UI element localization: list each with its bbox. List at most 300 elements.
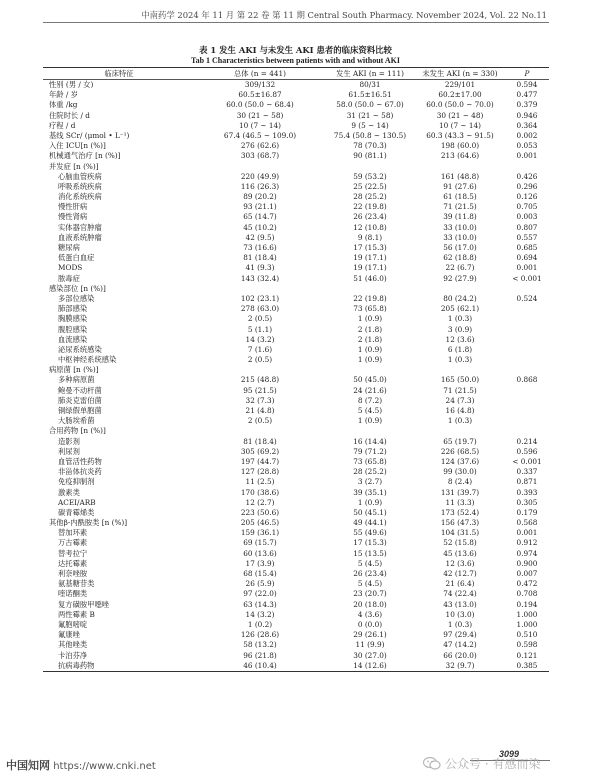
table-row (43, 457, 549, 467)
cell-p: 0.379 (516, 100, 538, 110)
cell-total: 89 (20.2) (243, 192, 277, 202)
cell-feature: 心脑血管疾病 (58, 171, 102, 181)
cell-aki: 14 (12.6) (353, 660, 387, 670)
cell-p (505, 416, 549, 426)
cell-total: 73 (16.6) (243, 243, 277, 252)
cell-total: 21 (4.8) (245, 406, 275, 415)
table-row (43, 569, 549, 579)
table-row (43, 477, 549, 487)
cell-aki: 80/31 (359, 80, 381, 89)
table-row (43, 651, 549, 661)
cell-non-aki: 229/101 (444, 80, 476, 89)
cell-p: 0.594 (516, 80, 538, 89)
cell-feature: 抗病毒药物 (58, 660, 95, 670)
cell-non-aki: 43 (13.0) (443, 599, 477, 609)
cell-aki (325, 284, 415, 294)
cell-total: 58 (13.2) (243, 640, 277, 650)
cell-aki: 3 (2.7) (357, 477, 383, 487)
cell-non-aki: 165 (50.0) (440, 375, 480, 385)
cell-p (505, 335, 549, 345)
cell-total: 2 (0.5) (247, 314, 273, 324)
table-row (43, 223, 549, 233)
cell-non-aki: 173 (52.4) (440, 507, 480, 517)
column-header-aki: 发生 AKI (n = 111) (336, 69, 404, 78)
cell-feature: 基线 SCr/ (μmol • L⁻¹) (49, 130, 130, 140)
cell-non-aki: 156 (47.3) (440, 518, 480, 528)
cell-p: 0.974 (516, 548, 538, 558)
cell-total: 14 (3.2) (245, 334, 275, 344)
cell-non-aki: 97 (29.4) (443, 630, 477, 640)
table-row (43, 121, 549, 131)
table-row (43, 589, 549, 599)
cell-non-aki: 39 (11.8) (443, 212, 477, 222)
cell-feature: 合用药物 [n (%)] (49, 426, 106, 436)
cell-total: 17 (3.9) (245, 558, 275, 568)
cell-p: 0.296 (516, 181, 538, 191)
page-number: 3099 (499, 749, 520, 759)
cell-aki: 26 (23.4) (353, 569, 387, 578)
table-row (43, 447, 549, 457)
cell-p (505, 345, 549, 355)
cell-feature: 鲍曼不动杆菌 (58, 385, 102, 395)
cell-aki: 19 (17.1) (353, 263, 387, 273)
cell-aki: 1 (0.9) (357, 344, 383, 354)
cell-total: 215 (48.8) (240, 375, 280, 385)
table-row (43, 90, 549, 100)
cell-p: 0.868 (516, 375, 538, 385)
cell-total: 69 (15.7) (243, 538, 277, 548)
cell-feature: 肺部感染 (58, 304, 88, 314)
cell-feature: 腹腔感染 (58, 324, 88, 334)
cell-total: 127 (28.8) (240, 467, 280, 477)
cell-feature: 利尿剂 (58, 446, 80, 456)
cell-feature: 入住 ICU[n (%)] (49, 141, 106, 151)
cell-non-aki: 56 (17.0) (443, 243, 477, 252)
table-row (43, 100, 549, 110)
table-row (43, 416, 549, 426)
cell-feature: 大肠埃希菌 (58, 416, 95, 426)
cell-p (505, 325, 549, 335)
cell-aki: 4 (3.6) (357, 609, 383, 619)
cell-aki: 9 (8.1) (357, 232, 383, 242)
cell-feature: 脓毒症 (58, 273, 80, 283)
table-row (43, 263, 549, 273)
table-row (43, 630, 549, 640)
cell-feature: MODS (58, 263, 83, 273)
cell-non-aki (415, 365, 505, 375)
table-row (43, 304, 549, 314)
cell-feature: 替考拉宁 (58, 548, 88, 558)
cell-feature: 胸膜感染 (58, 314, 88, 324)
cell-non-aki: 24 (7.3) (445, 395, 475, 405)
cell-p: 0.001 (516, 528, 538, 538)
table-row (43, 600, 549, 610)
cell-total: 126 (28.6) (240, 630, 280, 640)
table-row (43, 355, 549, 365)
cell-feature: 氟康唑 (58, 630, 80, 640)
cell-feature: 血管活性药物 (58, 456, 102, 466)
cell-non-aki: 52 (15.8) (443, 538, 477, 548)
cell-total: 197 (44.7) (240, 456, 280, 466)
cell-p: 0.900 (516, 558, 538, 568)
cell-feature: 激素类 (58, 487, 80, 497)
cell-total: 2 (0.5) (247, 416, 273, 426)
cell-total: 81 (18.4) (243, 436, 277, 446)
cell-total: 42 (9.5) (245, 232, 275, 242)
wechat-account-text: 公众号 · 有感而染 (445, 757, 541, 771)
cell-feature: 并发症 [n (%)] (49, 161, 99, 171)
cell-total: 63 (14.3) (243, 599, 277, 609)
cell-p: 0.510 (516, 630, 538, 640)
cell-aki: 1 (0.9) (357, 416, 383, 426)
cell-total: 30 (21 ~ 58) (236, 110, 284, 120)
table-row (43, 365, 549, 375)
cell-aki: 0 (0.0) (357, 619, 383, 629)
cell-non-aki: 1 (0.3) (447, 619, 473, 629)
table-body (43, 80, 549, 671)
cell-aki: 79 (71.2) (353, 446, 387, 456)
cell-feature: 多种病原菌 (58, 375, 95, 385)
cell-feature: 利奈唑胺 (58, 569, 88, 578)
cell-feature: 氟胞嘧啶 (58, 619, 88, 629)
cell-total: 65 (14.7) (243, 212, 277, 222)
wechat-watermark (423, 755, 540, 772)
cnki-brand: 中国知网 (6, 759, 50, 772)
table-row (43, 640, 549, 650)
cell-non-aki: 6 (1.8) (447, 344, 473, 354)
table-row (43, 172, 549, 182)
cell-total: 81 (18.4) (243, 253, 277, 263)
table-row (43, 579, 549, 589)
cell-aki: 28 (25.2) (353, 192, 387, 202)
cell-p: < 0.001 (512, 456, 542, 466)
table-row (43, 131, 549, 141)
cell-non-aki: 65 (19.7) (443, 436, 477, 446)
cell-non-aki (415, 162, 505, 172)
table-row (43, 528, 549, 538)
cell-aki: 61.5±16.51 (348, 90, 392, 100)
cell-non-aki: 226 (68.5) (440, 446, 480, 456)
cell-aki: 75.4 (50.8 ~ 130.5) (333, 130, 407, 140)
cell-feature: 糖尿病 (58, 243, 80, 252)
cell-total: 2 (0.5) (247, 355, 273, 365)
cell-feature: 低蛋白血症 (58, 253, 95, 263)
cell-aki: 31 (21 ~ 58) (346, 110, 394, 120)
column-header-p: P (524, 69, 530, 78)
table-row (43, 294, 549, 304)
table-row (43, 202, 549, 212)
cell-p: 0.179 (516, 507, 538, 517)
cell-aki (325, 365, 415, 375)
table-row (43, 610, 549, 620)
cnki-watermark (6, 757, 156, 773)
cell-non-aki (415, 426, 505, 436)
cell-non-aki: 61 (18.5) (443, 192, 477, 202)
cell-feature: 血液系统肿瘤 (58, 232, 102, 242)
cell-p: 1.000 (516, 619, 538, 629)
cell-feature: 肺炎克雷伯菌 (58, 395, 102, 405)
cell-total: 67.4 (46.5 ~ 109.0) (223, 130, 297, 140)
table-caption-cn: 表 1 发生 AKI 与未发生 AKI 患者的临床资料比较 (199, 45, 392, 55)
cell-non-aki: 21 (6.4) (445, 579, 475, 589)
cell-aki: 78 (70.3) (353, 141, 387, 151)
cell-aki: 50 (45.0) (353, 375, 387, 385)
table-row (43, 661, 549, 671)
cell-total (195, 365, 325, 375)
cell-p: 0.053 (516, 141, 538, 151)
cell-aki: 1 (0.9) (357, 355, 383, 365)
cell-total: 93 (21.1) (243, 202, 277, 212)
cell-aki: 2 (1.8) (357, 334, 383, 344)
cell-p: 0.807 (516, 222, 538, 232)
cell-non-aki: 45 (13.6) (443, 548, 477, 558)
cell-aki: 2 (1.8) (357, 324, 383, 334)
cell-total: 5 (1.1) (247, 324, 273, 334)
cell-total: 12 (2.7) (245, 497, 275, 507)
column-header-total: 总体 (n = 441) (234, 69, 286, 78)
cell-total (195, 426, 325, 436)
table-caption-en: Tab 1 Characteristics between patients with and without AKI (190, 56, 401, 65)
cell-p: 0.705 (516, 202, 538, 212)
cell-total: 143 (32.4) (240, 273, 280, 283)
cell-feature: 疗程 / d (49, 120, 76, 130)
table-row (43, 498, 549, 508)
table-row (43, 192, 549, 202)
cell-total: 170 (38.6) (240, 487, 280, 497)
cell-non-aki: 66 (20.0) (443, 650, 477, 660)
cell-p (505, 314, 549, 324)
cell-feature: 感染部位 [n (%)] (49, 283, 106, 293)
cell-non-aki: 71 (21.5) (443, 202, 477, 212)
table-row (43, 274, 549, 284)
running-header: 中南药学 2024 年 11 月 第 22 卷 第 11 期 Central South Pharmacy. November 2024, Vol. 22 No.11 (141, 10, 547, 20)
cell-feature: 卡泊芬净 (58, 650, 88, 660)
cell-aki: 12 (10.8) (353, 222, 387, 232)
cell-aki: 22 (19.8) (353, 202, 387, 212)
table-row (43, 426, 549, 436)
cell-non-aki: 104 (31.5) (440, 528, 480, 538)
cell-total: 32 (7.3) (245, 395, 275, 405)
cell-non-aki: 32 (9.7) (445, 660, 475, 670)
cell-non-aki: 1 (0.3) (447, 416, 473, 426)
cell-p: 0.871 (516, 477, 538, 487)
cell-p: < 0.001 (512, 273, 542, 283)
table-row (43, 386, 549, 396)
cell-feature: 年龄 / 岁 (49, 90, 78, 100)
cell-feature: 非甾体抗炎药 (58, 467, 102, 477)
cell-p: 0.912 (516, 538, 538, 548)
cell-feature: 呼吸系统疾病 (58, 181, 102, 191)
cell-total: 159 (36.1) (240, 528, 280, 538)
table-row (43, 253, 549, 263)
cell-non-aki: 16 (4.8) (445, 406, 475, 415)
cell-total: 220 (49.9) (240, 171, 280, 181)
cell-p (505, 426, 549, 436)
cell-total: 305 (69.2) (240, 446, 280, 456)
cell-aki: 20 (18.0) (353, 599, 387, 609)
wechat-icon (423, 757, 441, 770)
cell-non-aki: 198 (60.0) (440, 141, 480, 151)
cell-total: 60 (13.6) (243, 548, 277, 558)
table-row (43, 467, 549, 477)
table-row (43, 559, 549, 569)
table-row (43, 243, 549, 253)
cell-p: 0.007 (516, 569, 538, 578)
cell-aki (325, 162, 415, 172)
cell-non-aki: 205 (62.1) (440, 304, 480, 314)
cell-non-aki: 1 (0.3) (447, 355, 473, 365)
cell-p: 0.472 (516, 579, 538, 589)
cell-non-aki: 10 (3.0) (445, 609, 475, 619)
cell-feature: 达托霉素 (58, 558, 88, 568)
table-row (43, 212, 549, 222)
cell-total: 102 (23.1) (240, 293, 280, 303)
cell-non-aki: 12 (3.6) (445, 558, 475, 568)
cell-p: 0.121 (516, 650, 538, 660)
cell-non-aki: 1 (0.3) (447, 314, 473, 324)
cell-feature: 氨基糖苷类 (58, 579, 95, 589)
cell-aki: 11 (9.9) (355, 640, 385, 650)
table-row (43, 345, 549, 355)
cell-p: 0.946 (516, 110, 538, 120)
cell-feature: 慢性肝病 (58, 202, 88, 212)
cell-feature: 复方磺胺甲噁唑 (58, 599, 110, 609)
cell-non-aki: 30 (21 ~ 48) (436, 110, 484, 120)
cell-feature: 免疫抑制剂 (58, 477, 95, 487)
cell-non-aki: 12 (3.6) (445, 334, 475, 344)
table-row (43, 111, 549, 121)
cell-aki: 30 (27.0) (353, 650, 387, 660)
cell-non-aki: 213 (64.6) (440, 151, 480, 161)
cell-p: 0.708 (516, 589, 538, 599)
cell-p: 0.001 (516, 263, 538, 273)
cell-total: 303 (68.7) (240, 151, 280, 161)
cell-aki: 19 (17.1) (353, 253, 387, 263)
cell-feature: 中枢神经系统感染 (58, 355, 117, 365)
cell-total: 60.5±16.87 (238, 90, 282, 100)
cell-total: 68 (15.4) (243, 569, 277, 578)
cell-non-aki: 33 (10.0) (443, 232, 477, 242)
cell-non-aki: 60.0 (50.0 ~ 70.0) (426, 100, 494, 110)
cell-non-aki: 11 (3.3) (445, 497, 475, 507)
table-row (43, 620, 549, 630)
cell-feature: 其他β-内酰胺类 [n (%)] (49, 518, 128, 528)
cell-feature: 喹诺酮类 (58, 589, 88, 599)
cell-total (195, 284, 325, 294)
cell-p: 0.557 (516, 232, 538, 242)
table-row (43, 437, 549, 447)
cell-non-aki: 8 (2.4) (447, 477, 473, 487)
cell-aki: 55 (49.6) (353, 528, 387, 538)
cell-non-aki: 91 (27.6) (443, 181, 477, 191)
cell-p: 0.364 (516, 120, 538, 130)
cell-feature: 血流感染 (58, 334, 88, 344)
cell-total: 278 (63.0) (240, 304, 280, 314)
cell-non-aki: 60.2±17.00 (438, 90, 482, 100)
cell-p: 0.694 (516, 253, 538, 263)
cell-total: 46 (10.4) (243, 660, 277, 670)
cell-aki: 49 (44.1) (353, 518, 387, 528)
cell-total: 14 (3.2) (245, 609, 275, 619)
cell-total: 45 (10.2) (243, 222, 277, 232)
cell-feature: 实体器官肿瘤 (58, 222, 102, 232)
table-row (43, 396, 549, 406)
cell-total: 1 (0.2) (247, 619, 273, 629)
cell-aki: 1 (0.9) (357, 497, 383, 507)
table-row (43, 488, 549, 498)
table-row (43, 549, 549, 559)
cell-total: 309/132 (244, 80, 276, 89)
cell-total: 11 (2.5) (245, 477, 275, 487)
table-row (43, 182, 549, 192)
cell-feature: 铜绿假单胞菌 (58, 406, 102, 415)
cell-aki: 5 (4.5) (357, 579, 383, 589)
cell-feature: 慢性肾病 (58, 212, 88, 222)
cell-aki: 50 (45.1) (353, 507, 387, 517)
cell-aki (325, 426, 415, 436)
table-row (43, 508, 549, 518)
cell-p: 0.598 (516, 640, 538, 650)
cell-feature: 其他唑类 (58, 640, 88, 650)
cell-feature: 多部位感染 (58, 293, 95, 303)
cell-p: 0.001 (516, 151, 538, 161)
cell-total: 223 (50.6) (240, 507, 280, 517)
cell-total: 60.0 (50.0 ~ 68.4) (226, 100, 294, 110)
cell-p: 0.002 (516, 130, 538, 140)
cell-total: 276 (62.6) (240, 141, 280, 151)
cell-aki: 73 (65.8) (353, 456, 387, 466)
cell-feature: 病原菌 [n (%)] (49, 365, 99, 375)
table-header-row (43, 68, 549, 80)
cell-p: 0.003 (516, 212, 538, 222)
cell-aki: 17 (15.3) (353, 538, 387, 548)
cell-total: 96 (21.8) (243, 650, 277, 660)
cell-p: 0.126 (516, 192, 538, 202)
cell-p: 0.214 (516, 436, 538, 446)
cell-p (505, 304, 549, 314)
cell-non-aki: 10 (7 ~ 14) (439, 120, 481, 130)
cell-aki: 1 (0.9) (357, 314, 383, 324)
cell-non-aki: 92 (27.9) (443, 273, 477, 283)
table-row (43, 162, 549, 172)
cell-feature: 造影剂 (58, 436, 80, 446)
cell-total: 95 (21.5) (243, 385, 277, 395)
cell-p (505, 162, 549, 172)
cell-p: 0.305 (516, 497, 538, 507)
table-row (43, 314, 549, 324)
cell-non-aki: 131 (39.7) (440, 487, 480, 497)
cell-aki: 29 (26.1) (353, 630, 387, 640)
cell-non-aki: 33 (10.0) (443, 222, 477, 232)
cell-feature: 碳青霉烯类 (58, 507, 95, 517)
cell-p: 0.477 (516, 90, 538, 100)
cell-total (195, 162, 325, 172)
table-row (43, 233, 549, 243)
clinical-characteristics-table (43, 67, 549, 672)
cell-p (505, 365, 549, 375)
cnki-url: https://www.cnki.net (53, 761, 156, 772)
cell-p: 0.385 (516, 660, 538, 670)
cell-aki: 73 (65.8) (353, 304, 387, 314)
cell-aki: 23 (20.7) (353, 589, 387, 599)
cell-feature: 两性霉素 B (58, 609, 95, 619)
cell-p: 0.568 (516, 518, 538, 528)
cell-aki: 5 (4.5) (357, 406, 383, 415)
cell-aki: 24 (21.6) (353, 385, 387, 395)
cell-aki: 28 (25.2) (353, 467, 387, 477)
cell-p (505, 396, 549, 406)
cell-non-aki: 99 (30.0) (443, 467, 477, 477)
